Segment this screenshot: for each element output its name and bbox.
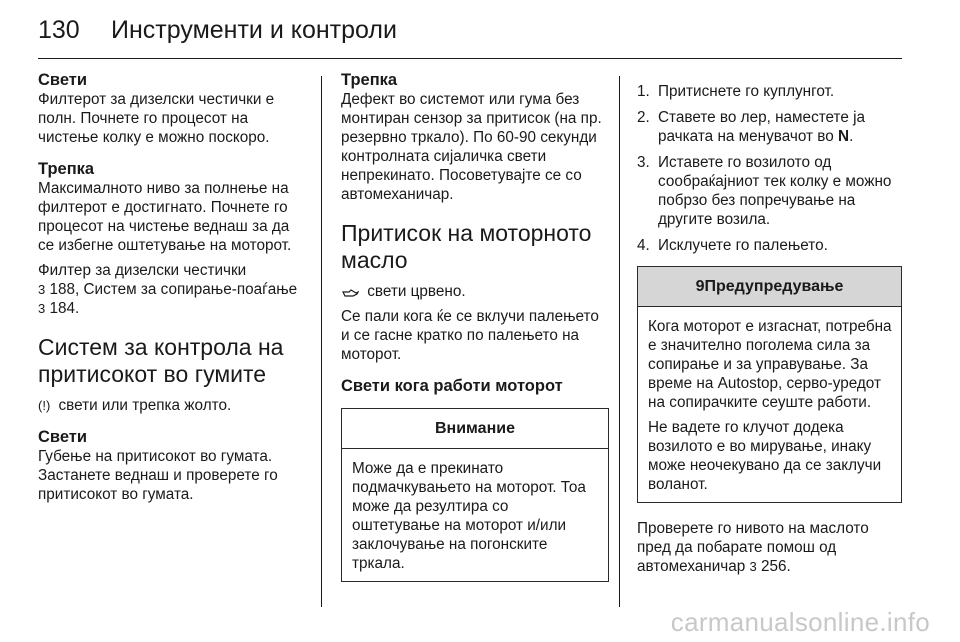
section-heading: Трепка — [341, 71, 398, 89]
chapter-title: Инструменти и контроли — [111, 16, 397, 44]
body-text: Се пали кога ќе се вклучи палењето и се гасне кратко по палењето на моторот. — [341, 308, 599, 363]
indicator-line — [341, 282, 609, 301]
header-rule — [38, 58, 902, 59]
body-text: Проверете го нивото на маслото пред да побарате помош од автомеханичар 3 256. — [637, 520, 869, 575]
body-text: Дефект во системот или гума без монтиран сензор за притисок (на пр. резервно тркало). По 60-90 секунди контролната сијаличка свети непрекинато. Посоветувајте се со автомеханичар. — [341, 91, 602, 203]
section-heading: Свети — [38, 71, 88, 89]
warning-triangle-icon: 9 — [695, 278, 705, 295]
ref-link: 188, Систем за сопирање-поаѓање — [45, 281, 298, 298]
warning-text: Кога моторот е изгаснат, потребна е значително поголема сила за сопирање и за управување. За време на Autostop, серво-уредот на сопирачките сеуште работи. — [648, 318, 892, 411]
oil-can-icon — [341, 282, 359, 301]
ref-text: Филтер за дизелски честички — [38, 262, 247, 279]
section-heading: Свети — [38, 428, 88, 446]
list-item: 1. Притиснете го куплунгот. — [637, 83, 835, 100]
ref-link: 184. — [45, 300, 80, 317]
tire-pressure-icon: (!) — [38, 398, 51, 413]
warning-box — [637, 266, 902, 503]
steps-list — [637, 82, 902, 255]
body-text: Губење на притисокот во гумата. Застанете веднаш и проверете го притисокот во гумата. — [38, 448, 278, 503]
section-title: Систем за контрола на притисокот во гумите — [38, 334, 284, 387]
caution-text: Може да е прекинато подмачкувањето на моторот. Тоа може да резултира со оштетување на моторот и/или заклочување на погонските тркала. — [352, 460, 586, 572]
page-header — [38, 12, 902, 52]
caution-title: Внимание — [342, 409, 608, 449]
page-ref-arrow-icon: 3 — [38, 301, 46, 316]
watermark: carmanualsonline.info — [670, 607, 930, 637]
body-text: Филтерот за дизелски честички е полн. Почнете го процесот на чистење колку е можно поскоро. — [38, 91, 275, 146]
column-1 — [38, 70, 306, 504]
indicator-desc: свети црвено. — [363, 283, 466, 300]
section-title: Притисок на моторното масло — [341, 220, 592, 273]
warning-title: 9Предупредување — [638, 267, 901, 307]
page-ref-arrow-icon: 3 — [749, 559, 757, 574]
column-2 — [341, 70, 609, 582]
column-3 — [637, 82, 902, 576]
indicator-line — [38, 396, 306, 415]
list-item: 4. Исклучете го палењето. — [637, 237, 828, 254]
section-heading: Свети кога работи моторот — [341, 377, 563, 395]
body-text: Максималното ниво за полнење на филтерот е достигнато. Почнете го процесот на чистење веднаш за да се избегне оштетување на моторот. — [38, 180, 292, 254]
indicator-desc: свети или трепка жолто. — [54, 397, 232, 414]
section-heading: Трепка — [38, 160, 95, 178]
column-divider — [619, 76, 620, 607]
list-item: 2. Ставете во лер, наместете ја рачката на менувачот во N. — [637, 109, 866, 145]
page-ref-arrow-icon: 3 — [38, 282, 46, 297]
page-number: 130 — [38, 16, 80, 44]
caution-box — [341, 408, 609, 582]
warning-text: Не вадете го клучот додека возилото е во мирување, инаку може неочекувано да се заклучи воланот. — [648, 419, 882, 493]
list-item: 3. Иставете го возилото од сообраќајниот тек колку е можно побрзо без попречување на другите возила. — [637, 154, 892, 228]
cross-reference — [38, 261, 306, 318]
column-divider — [321, 76, 322, 607]
